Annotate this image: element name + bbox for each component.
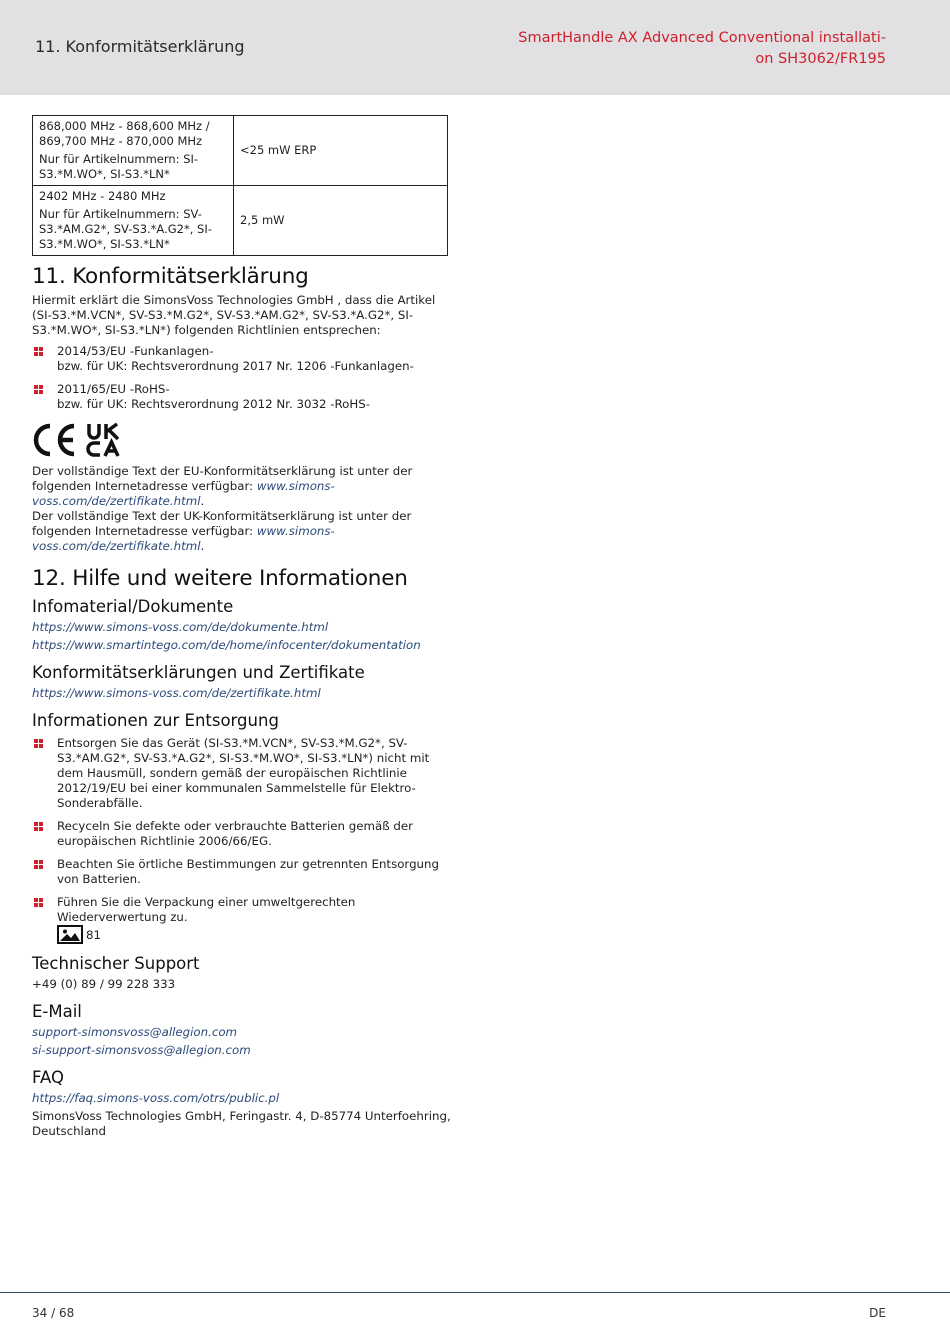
main-content (32, 115, 452, 1143)
document-title (506, 28, 886, 70)
eu-declaration-text: Der vollständige Text der EU-Konformitätserklärung ist unter der folgenden Internetadresse verfügbar: www.simons-voss.com/de/zertifikate.html. (32, 464, 413, 508)
email-link-si-support[interactable]: si-support-simonsvoss@allegion.com (32, 1043, 251, 1057)
disposal-text: Entsorgen Sie das Gerät (SI-S3.*M.VCN*, SV-S3.*M.G2*, SV-S3.*AM.G2*, SV-S3.*A.G2*, SI-S3.*M.WO*, SI-S3.*LN*) nicht mit dem Hausmüll, sondern gemäß der europäischen Richtlinie 2012/19/EU bei einer kommunalen Sammelstelle für Elektro-Sonderabfälle. (57, 736, 430, 810)
uk-text: Der vollständige Text der UK-Konformitätserklärung ist unter der folgenden Internetadresse verfügbar: (32, 509, 412, 538)
image-reference[interactable] (57, 925, 452, 944)
bullet-icon (34, 822, 43, 831)
info-heading: Infomaterial/Dokumente (32, 597, 234, 616)
faq-heading: FAQ (32, 1068, 64, 1087)
table-cell-power: 2,5 mW (234, 186, 448, 256)
language-code: DE (869, 1306, 886, 1320)
eu-declaration-link[interactable]: www.simons-voss.com/de/zertifikate.html (32, 479, 335, 508)
article-note: Nur für Artikelnummern: SV-S3.*AM.G2*, SV-S3.*A.G2*, SI-S3.*M.WO*, SI-S3.*LN* (39, 207, 212, 251)
cert-heading: Konformitätserklärungen und Zertifikate (32, 663, 365, 682)
bullet-icon (34, 739, 43, 748)
list-item (32, 895, 452, 925)
list-item (32, 857, 452, 887)
ce-mark-icon (32, 422, 78, 458)
email-link-support[interactable]: support-simonsvoss@allegion.com (32, 1025, 238, 1039)
conformity-marks (32, 420, 452, 460)
directive-name: 2011/65/EU -RoHS- (57, 382, 170, 396)
disposal-text: Beachten Sie örtliche Bestimmungen zur getrennten Entsorgung von Batterien. (57, 857, 439, 886)
directive-uk: bzw. für UK: Rechtsverordnung 2012 Nr. 3032 -RoHS- (57, 397, 370, 411)
table-cell-power: <25 mW ERP (234, 116, 448, 186)
band-text: 2402 MHz - 2480 MHz (39, 189, 166, 203)
bullet-icon (34, 860, 43, 869)
frequency-table (32, 115, 448, 256)
list-item (32, 819, 452, 849)
list-item (32, 344, 452, 374)
disposal-list (32, 736, 452, 925)
article-note: Nur für Artikelnummern: SI-S3.*M.WO*, SI-S3.*LN* (39, 152, 199, 181)
support-phone: +49 (0) 89 / 99 228 333 (32, 977, 176, 991)
bullet-icon (34, 898, 43, 907)
list-item (32, 382, 452, 412)
section-title: 11. Konformitätserklärung (35, 37, 245, 56)
table-cell-band (33, 186, 234, 256)
info-link-documents[interactable]: https://www.simons-voss.com/de/dokumente.html (32, 620, 329, 634)
support-heading: Technischer Support (32, 954, 200, 973)
directive-list (32, 344, 452, 412)
footer-divider (0, 1292, 950, 1293)
document-title-line-1: SmartHandle AX Advanced Conventional installati- (518, 30, 886, 46)
bullet-icon (34, 385, 43, 394)
table-row (33, 116, 448, 186)
uk-declaration-text: Der vollständige Text der UK-Konformitätserklärung ist unter der folgenden Internetadresse verfügbar: www.simons-voss.com/de/zertifikate.html. (32, 509, 412, 553)
directive-name: 2014/53/EU -Funkanlagen- (57, 344, 214, 358)
ukca-mark-icon (86, 422, 122, 458)
eu-text: Der vollständige Text der EU-Konformitätserklärung ist unter der folgenden Internetadresse verfügbar: (32, 464, 413, 493)
section-12-heading: 12. Hilfe und weitere Informationen (32, 566, 408, 591)
info-link-smartintego[interactable]: https://www.smartintego.com/de/home/infocenter/dokumentation (32, 638, 421, 652)
email-heading: E-Mail (32, 1002, 82, 1021)
disposal-text: Recyceln Sie defekte oder verbrauchte Batterien gemäß der europäischen Richtlinie 2006/66/EG. (57, 819, 414, 848)
uk-declaration-link[interactable]: www.simons-voss.com/de/zertifikate.html (32, 524, 335, 553)
disposal-heading: Informationen zur Entsorgung (32, 711, 279, 730)
band-text: 868,000 MHz - 868,600 MHz / (39, 119, 210, 133)
page-header (0, 0, 950, 95)
conformity-intro: Hiermit erklärt die SimonsVoss Technologies GmbH , dass die Artikel (SI-S3.*M.VCN*, SV-S3.*M.G2*, SV-S3.*AM.G2*, SV-S3.*A.G2*, SI-S3.*M.WO*, SI-S3.*LN*) folgenden Richtlinien entsprechen: (32, 293, 436, 337)
bullet-icon (34, 347, 43, 356)
disposal-text: Führen Sie die Verpackung einer umweltgerechten Wiederverwertung zu. (57, 895, 356, 924)
image-ref-number: 81 (86, 927, 102, 942)
image-icon (57, 925, 83, 944)
company-address: SimonsVoss Technologies GmbH, Feringastr. 4, D-85774 Unterfoehring, Deutschland (32, 1109, 451, 1138)
document-title-line-2: on SH3062/FR195 (755, 51, 886, 67)
directive-uk: bzw. für UK: Rechtsverordnung 2017 Nr. 1206 -Funkanlagen- (57, 359, 414, 373)
band-text: 869,700 MHz - 870,000 MHz (39, 134, 203, 148)
table-row (33, 186, 448, 256)
list-item (32, 736, 452, 811)
faq-link[interactable]: https://faq.simons-voss.com/otrs/public.pl (32, 1091, 280, 1105)
cert-link[interactable]: https://www.simons-voss.com/de/zertifikate.html (32, 686, 321, 700)
table-cell-band (33, 116, 234, 186)
page-number: 34 / 68 (32, 1306, 75, 1320)
section-11-heading: 11. Konformitätserklärung (32, 264, 309, 289)
